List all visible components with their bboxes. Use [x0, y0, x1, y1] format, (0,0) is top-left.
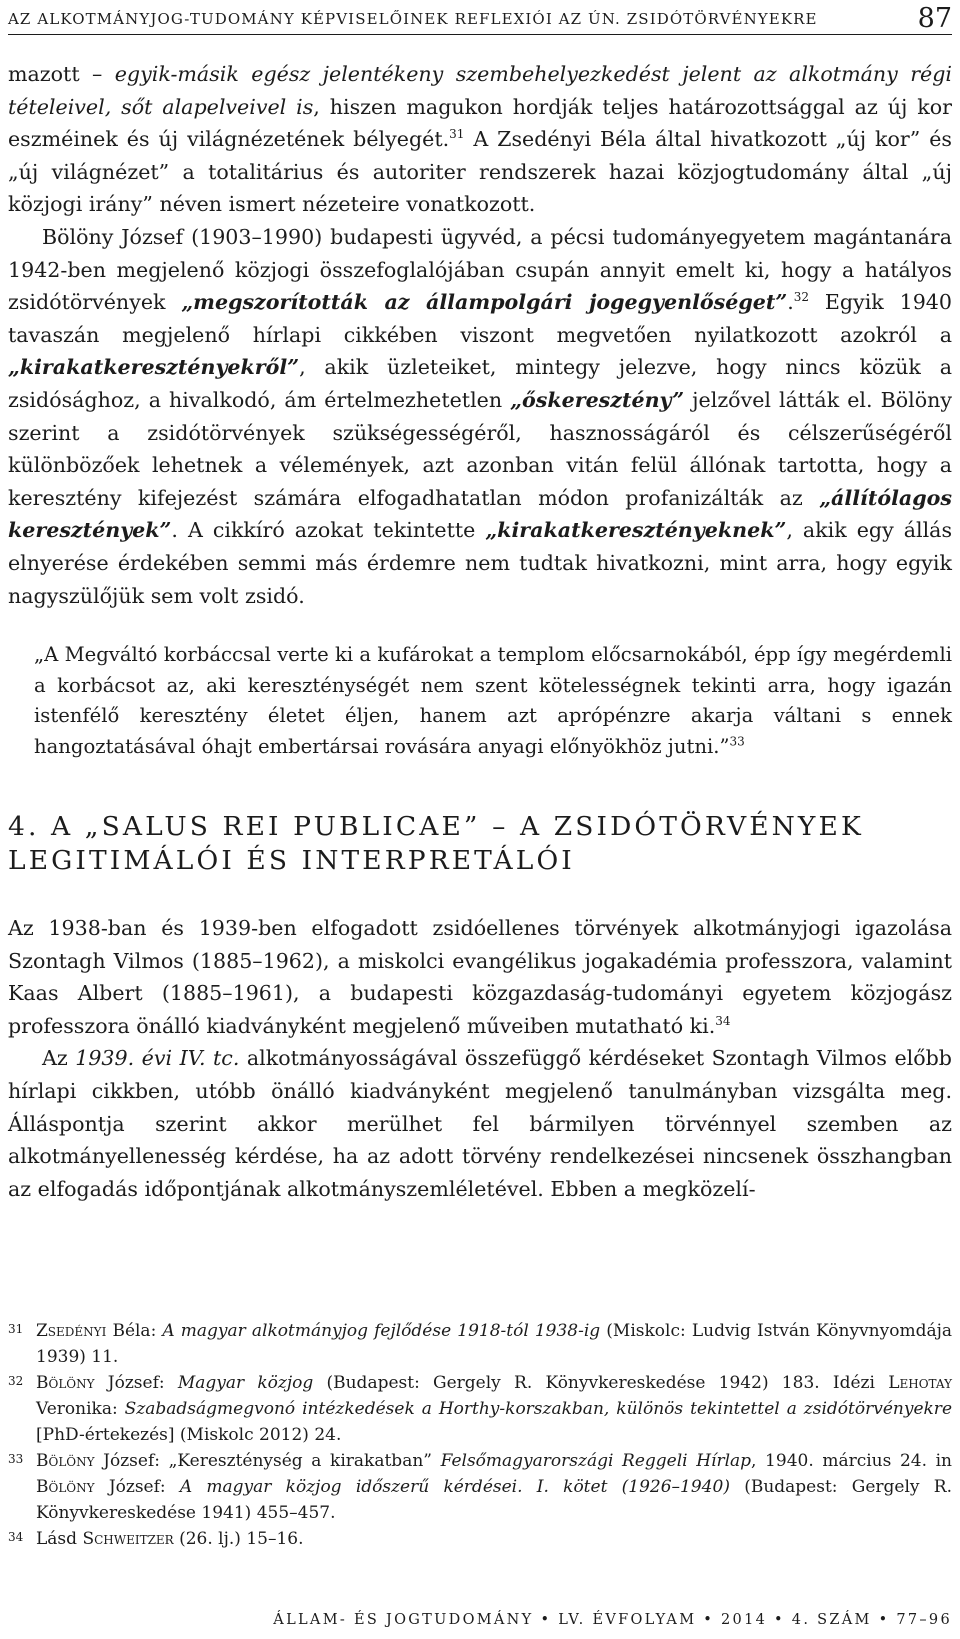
page-number: 87	[917, 3, 952, 34]
body-text	[8, 58, 952, 1205]
section-heading: 4. A „SALUS REI PUBLICAE” – A ZSIDÓTÖRVÉNYEK LEGITIMÁLÓI ÉS INTERPRETÁLÓI	[8, 811, 864, 877]
footnote-33: 33 Bölöny József: „Kereszténység a kirakatban” Felsőmagyarországi Reggeli Hírlap, 1940. március 24. in Bölöny József: A magyar közjog időszerű kérdései. I. kötet (1926–1940) (Budapest: Gergely R. Könyvkereskedése 1941) 455–457.	[8, 1451, 952, 1523]
paragraph-2: Bölöny József (1903–1990) budapesti ügyvéd, a pécsi tudományegyetem magántanára 1942-ben megjelenő közjogi összefoglalójában csupán annyit emelt ki, hogy a hatályos zsidótörvények „megszorították az állampolgári jogegyenlőséget”.$^{32}$ Egyik 1940 tavaszán megjelenő hírlapi cikkében viszont megvetően nyilatkozott azokról a „kirakatkeresztényekről”, akik üzleteiket, mintegy jelezve, hogy nincs közük a zsidósághoz, a hivalkodó, ám értelmezhetetlen „őskeresztény” jelzővel látták el. Bölöny szerint a zsidótörvények szükségességéről, hasznosságáról és célszerűségéről különbözőek lehetnek a vélemények, azt azonban vitán felül állónak tartotta, hogy a keresztény kifejezést számára elfogadhatatlan módon profanizálták az „állítólagos keresztények”. A cikkíró azokat tekintette „kirakatkeresztényeknek”, akik egy állás elnyerése érdekében semmi más érdemre nem tudtak hivatkozni, mint arra, hogy egyik nagyszülőjük sem volt zsidó.	[8, 224, 953, 608]
footnote-ref-34[interactable]: 34	[715, 1014, 731, 1029]
block-quote: „A Megváltó korbáccsal verte ki a kufárokat a templom előcsarnokából, épp így megérdemli a korbácsot az, aki kereszténységét nem szent kötelességnek tekinti arra, hogy igazán istenfélő keresztény életet éljen, hanem azt aprópénzre akarja váltani s ennek hangoztatásával óhajt embertársai rovására anyagi előnyökhöz jutni.”$^{33}$	[34, 643, 952, 758]
footnote-34: 34 Lásd Schweitzer (26. lj.) 15–16.	[8, 1529, 304, 1549]
footnote-ref-33[interactable]: 33	[729, 734, 745, 749]
footnote-31: 31 Zsedényi Béla: A magyar alkotmányjog fejlődése 1918-tól 1938-ig (Miskolc: Ludvig István Könyvnyomdája 1939) 11.	[8, 1321, 952, 1367]
running-foot: ÁLLAM- ÉS JOGTUDOMÁNY • LV. ÉVFOLYAM • 2014 • 4. SZÁM • 77–96	[273, 1612, 952, 1628]
paragraph-3: Az 1938-ban és 1939-ben elfogadott zsidóellenes törvények alkotmányjogi igazolása Szontagh Vilmos (1885–1962), a miskolci evangélikus jogakadémia professzora, valamint Kaas Albert (1885–1961), a budapesti közgazdaság-tudományi egyetem közjogász professzora önálló kiadványként megjelenő műveiben mutatható ki.$^{34}$	[8, 916, 952, 1038]
document-page	[8, 0, 952, 1639]
running-head	[8, 3, 952, 35]
paragraph-1: mazott – egyik-másik egész jelentékeny szembehelyezkedést jelent az alkotmány régi tételeivel, sőt alapelveivel is, hiszen magukon hordják teljes határozottsággal az új kor eszméinek és új világnézetének bélyegét.$^{31}$ A Zsedényi Béla által hivatkozott „új kor” és „új világnézet” a totalitárius és autoriter rendszerek hazai közjogtudomány által „új közjogi irány” néven ismert nézeteire vonatkozott.	[8, 62, 952, 217]
footnote-32: 32 Bölöny József: Magyar közjog (Budapest: Gergely R. Könyvkereskedése 1942) 183. Idézi Lehotay Veronika: Szabadságmegvonó intézkedések a Horthy-korszakban, különös tekintettel a zsidótörvényekre [PhD-értekezés] (Miskolc 2012) 24.	[8, 1373, 952, 1445]
footnotes	[8, 1318, 952, 1552]
footnote-ref-31[interactable]: 31	[449, 127, 465, 142]
footnote-ref-32[interactable]: 32	[793, 290, 810, 305]
paragraph-4: Az 1939. évi IV. tc. alkotmányosságával összefüggő kérdéseket Szontagh Vilmos előbb hírlapi cikkben, utóbb önálló kiadványként megjelenő tanulmányban vizsgálta meg. Álláspontja szerint akkor merülhet fel bármilyen törvénnyel szemben az alkotmányellenesség kérdése, ha az adott törvény rendelkezései nincsenek összhangban az elfogadás időpontjának alkotmányszemléletével. Ebben a megközelí-	[8, 1046, 952, 1201]
running-title: AZ ALKOTMÁNYJOG-TUDOMÁNY KÉPVISELŐINEK REFLEXIÓI AZ ÚN. ZSIDÓTÖRVÉNYEKRE	[8, 10, 818, 28]
